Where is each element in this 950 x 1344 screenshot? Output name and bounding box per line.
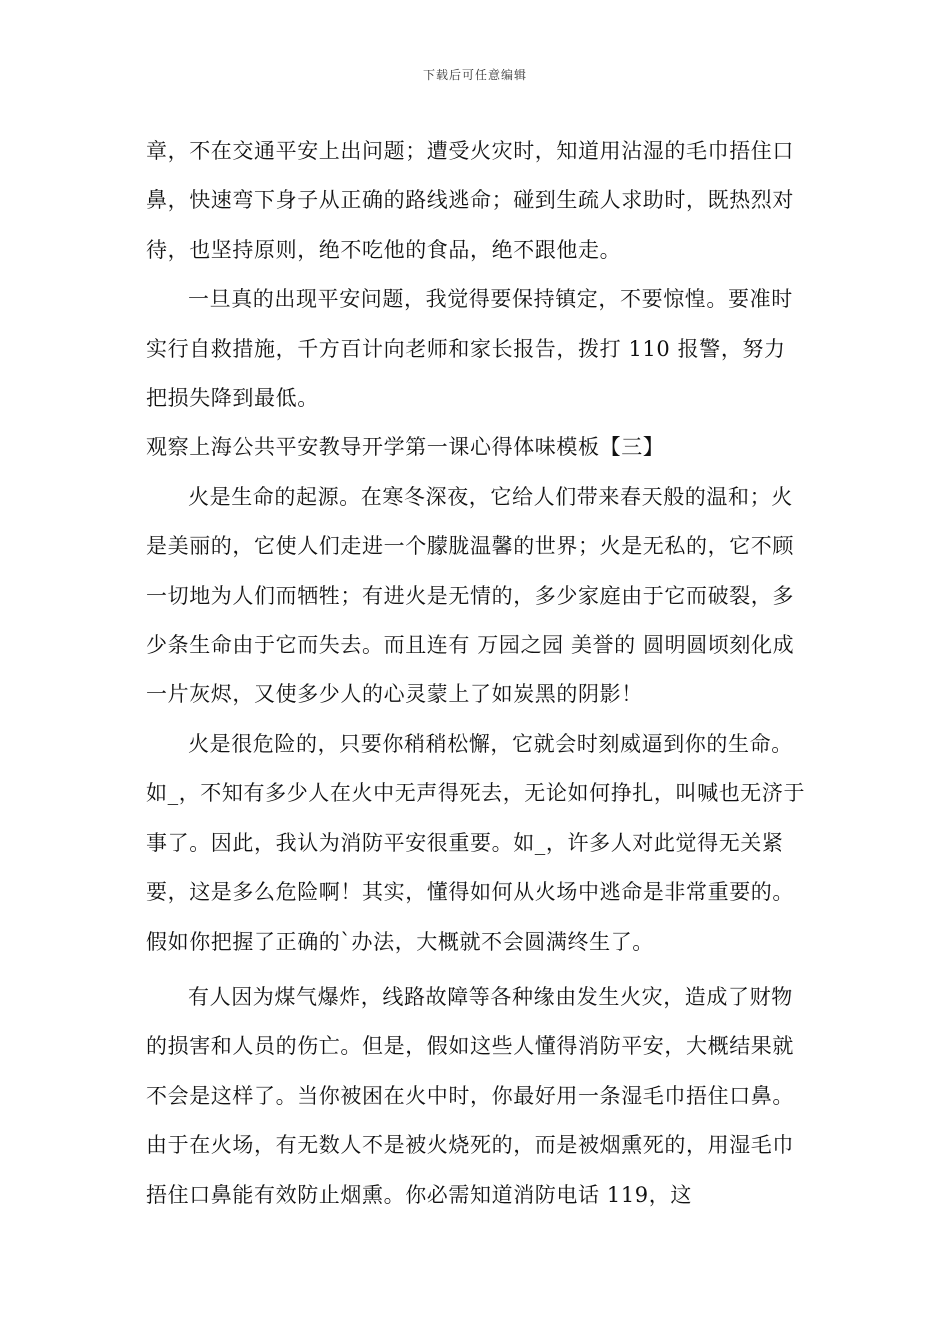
section-title: 观察上海公共平安教导开学第一课心得体味模板【三】: [146, 435, 665, 460]
paragraph-continuation: 章，不在交通平安上出问题；遭受火灾时，知道用沾湿的毛巾捂住口鼻，快速弯下身子从正确的路线逃命；碰到生疏人求助时，既热烈对待，也坚持原则，绝不吃他的食品，绝不跟他走。: [146, 139, 794, 262]
header-note: 下载后可任意编辑: [422, 68, 527, 82]
document-body: [146, 127, 806, 1220]
paragraph-fire-danger: 火是很危险的，只要你稍稍松懈，它就会时刻威逼到你的生命。如_，不知有多少人在火中无声得死去，无论如何挣扎，叫喊也无济于事了。因此，我认为消防平安很重要。如_，许多人对此觉得无关紧要，这是多么危险啊！其实，懂得如何从火场中逃命是非常重要的。假如你把握了正确的`办法，大概就不会圆满终生了。: [146, 731, 806, 954]
paragraph-fire-origin: 火是生命的起源。在寒冬深夜，它给人们带来春天般的温和；火是美丽的，它使人们走进一个朦胧温馨的世界；火是无私的，它不顾一切地为人们而牺牲；有进火是无情的，多少家庭由于它而破裂，多少条生命由于它而失去。而且连有 万园之园 美誉的 圆明圆顷刻化成一片灰烬，又使多少人的心灵蒙上了如炭黑的阴影！: [146, 484, 795, 707]
paragraph-safety-response: 一旦真的出现平安问题，我觉得要保持镇定，不要惊惶。要准时实行自救措施，千方百计向老师和家长报告，拨打 110 报警，努力把损失降到最低。: [146, 287, 793, 411]
paragraph-fire-causes: 有人因为煤气爆炸，线路故障等各种缘由发生火灾，造成了财物的损害和人员的伤亡。但是，假如这些人懂得消防平安，大概结果就不会是这样了。当你被困在火中时，你最好用一条湿毛巾捂住口鼻。由于在火场，有无数人不是被火烧死的，而是被烟熏死的，用湿毛巾捂住口鼻能有效防止烟熏。你必需知道消防电话 119，这: [146, 984, 794, 1207]
